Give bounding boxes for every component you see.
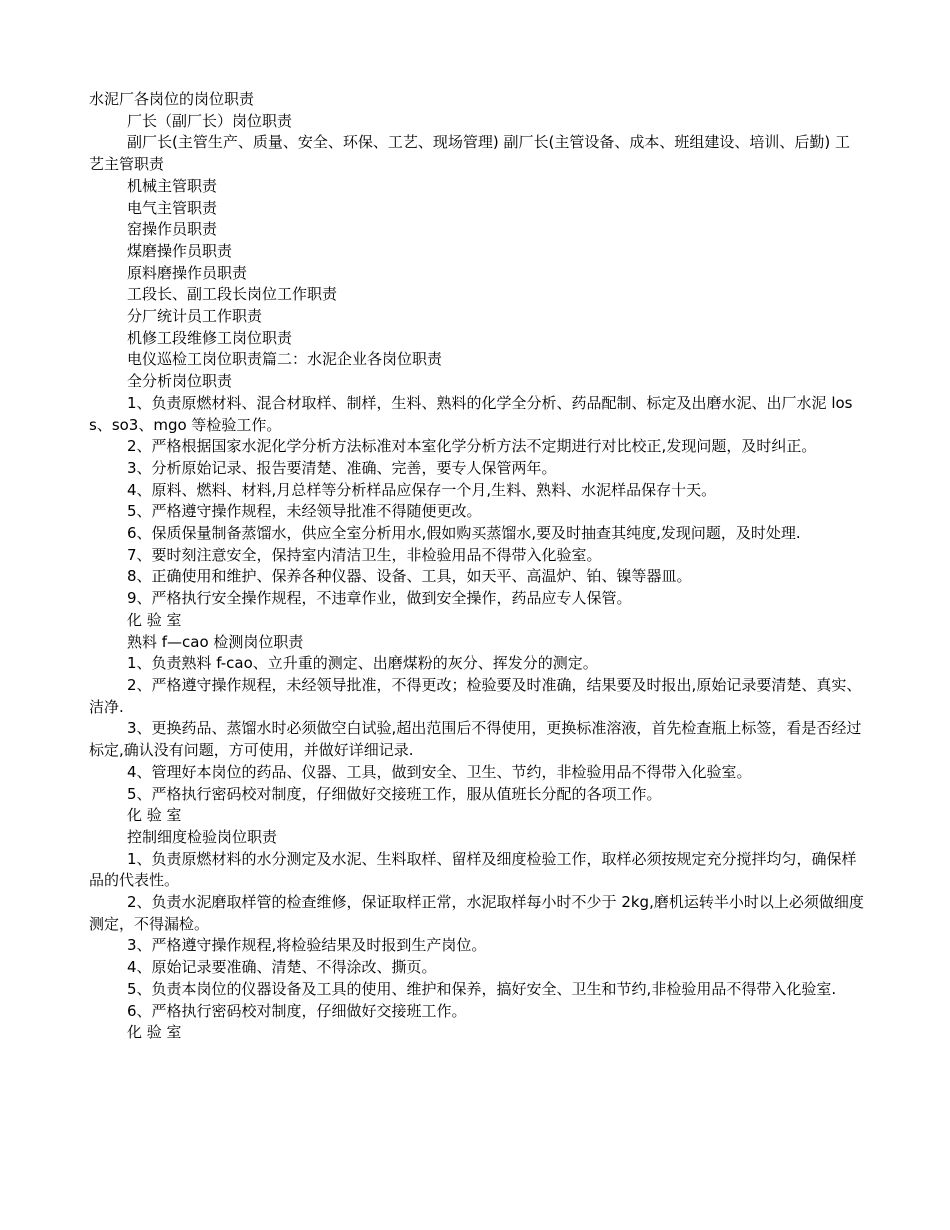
paragraph: 6、保质保量制备蒸馏水，供应全室分析用水,假如购买蒸馏水,要及时抽查其纯度,发现问题，及时处理.: [127, 524, 801, 543]
paragraph: 原料磨操作员职责: [127, 263, 248, 282]
document-title: 水泥厂各岗位的岗位职责: [89, 90, 255, 108]
paragraph: 煤磨操作员职责: [127, 241, 233, 260]
paragraph: 工段长、副工段长岗位工作职责: [127, 285, 338, 304]
paragraph: 化 验 室: [127, 1023, 182, 1042]
paragraph: 4、管理好本岗位的药品、仪器、工具，做到安全、卫生、节约，非检验用品不得带入化验室。: [127, 762, 752, 781]
paragraph: 化 验 室: [127, 806, 182, 825]
paragraph: 3、分析原始记录、报告要清楚、准确、完善，要专人保管两年。: [127, 458, 557, 477]
paragraph: 5、负责本岗位的仪器设备及工具的使用、维护和保养，搞好安全、卫生和节约,非检验用品不得带入化验室.: [127, 979, 837, 998]
paragraph: 2、严格根据国家水泥化学分析方法标准对本室化学分析方法不定期进行对比校正,发现问题，及时纠正。: [127, 437, 817, 456]
paragraph: 6、严格执行密码校对制度，仔细做好交接班工作。: [127, 1001, 467, 1020]
paragraph: 2、严格遵守操作规程，未经领导批准，不得更改；检验要及时准确，结果要及时报出,原始记录要清楚、真实、洁净.: [89, 675, 862, 716]
paragraph: 5、严格执行密码校对制度，仔细做好交接班工作，服从值班长分配的各项工作。: [127, 784, 662, 803]
paragraph: 机械主管职责: [127, 176, 218, 195]
paragraph: 熟料 f—cao 检测岗位职责: [127, 632, 304, 651]
paragraph: 3、更换药品、蒸馏水时必须做空白试验,超出范围后不得使用，更换标准溶液，首先检查瓶上标签，看是否经过标定,确认没有问题，方可使用，并做好详细记录.: [89, 719, 862, 760]
paragraph: 控制细度检验岗位职责: [127, 827, 278, 846]
paragraph: 1、负责熟料 f-cao、立升重的测定、出磨煤粉的灰分、挥发分的测定。: [127, 654, 598, 673]
paragraph: 2、负责水泥磨取样管的检查维修，保证取样正常，水泥取样每小时不少于 2kg,磨机运转半小时以上必须做细度测定，不得漏检。: [89, 893, 864, 933]
paragraph: 4、原料、燃料、材料,月总样等分析样品应保存一个月,生料、熟料、水泥样品保存十天。: [127, 480, 717, 499]
document-body: [89, 89, 864, 1044]
paragraph: 8、正确使用和维护、保养各种仪器、设备、工具，如天平、高温炉、铂、镍等器皿。: [127, 567, 692, 586]
paragraph: 全分析岗位职责: [127, 372, 233, 391]
paragraph: 1、负责原燃材料、混合材取样、制样，生料、熟料的化学全分析、药品配制、标定及出磨水泥、出厂水泥 loss、so3、mgo 等检验工作。: [89, 393, 853, 434]
paragraph: 化 验 室: [127, 610, 182, 629]
paragraph: 窑操作员职责: [127, 220, 218, 239]
paragraph: 7、要时刻注意安全，保持室内清洁卫生，非检验用品不得带入化验室。: [127, 545, 602, 564]
paragraph: 电气主管职责: [127, 198, 218, 217]
paragraph: 分厂统计员工作职责: [127, 307, 263, 326]
paragraph: 5、严格遵守操作规程，未经领导批准不得随便更改。: [127, 502, 482, 521]
paragraph: 厂长（副厂长）岗位职责: [127, 111, 293, 130]
paragraph: 1、负责原燃材料的水分测定及水泥、生料取样、留样及细度检验工作，取样必须按规定充分搅拌均匀，确保样品的代表性。: [89, 849, 857, 890]
paragraph: 电仪巡检工岗位职责篇二：水泥企业各岗位职责: [127, 350, 443, 369]
paragraph: 9、严格执行安全操作规程，不违章作业，做到安全操作，药品应专人保管。: [127, 589, 632, 608]
paragraph: 4、原始记录要准确、清楚、不得涂改、撕页。: [127, 958, 437, 977]
paragraph: 机修工段维修工岗位职责: [127, 328, 293, 347]
paragraph: 3、严格遵守操作规程,将检验结果及时报到生产岗位。: [127, 936, 487, 955]
paragraph: 副厂长(主管生产、质量、安全、环保、工艺、现场管理) 副厂长(主管设备、成本、班组建设、培训、后勤) 工艺主管职责: [89, 133, 850, 174]
